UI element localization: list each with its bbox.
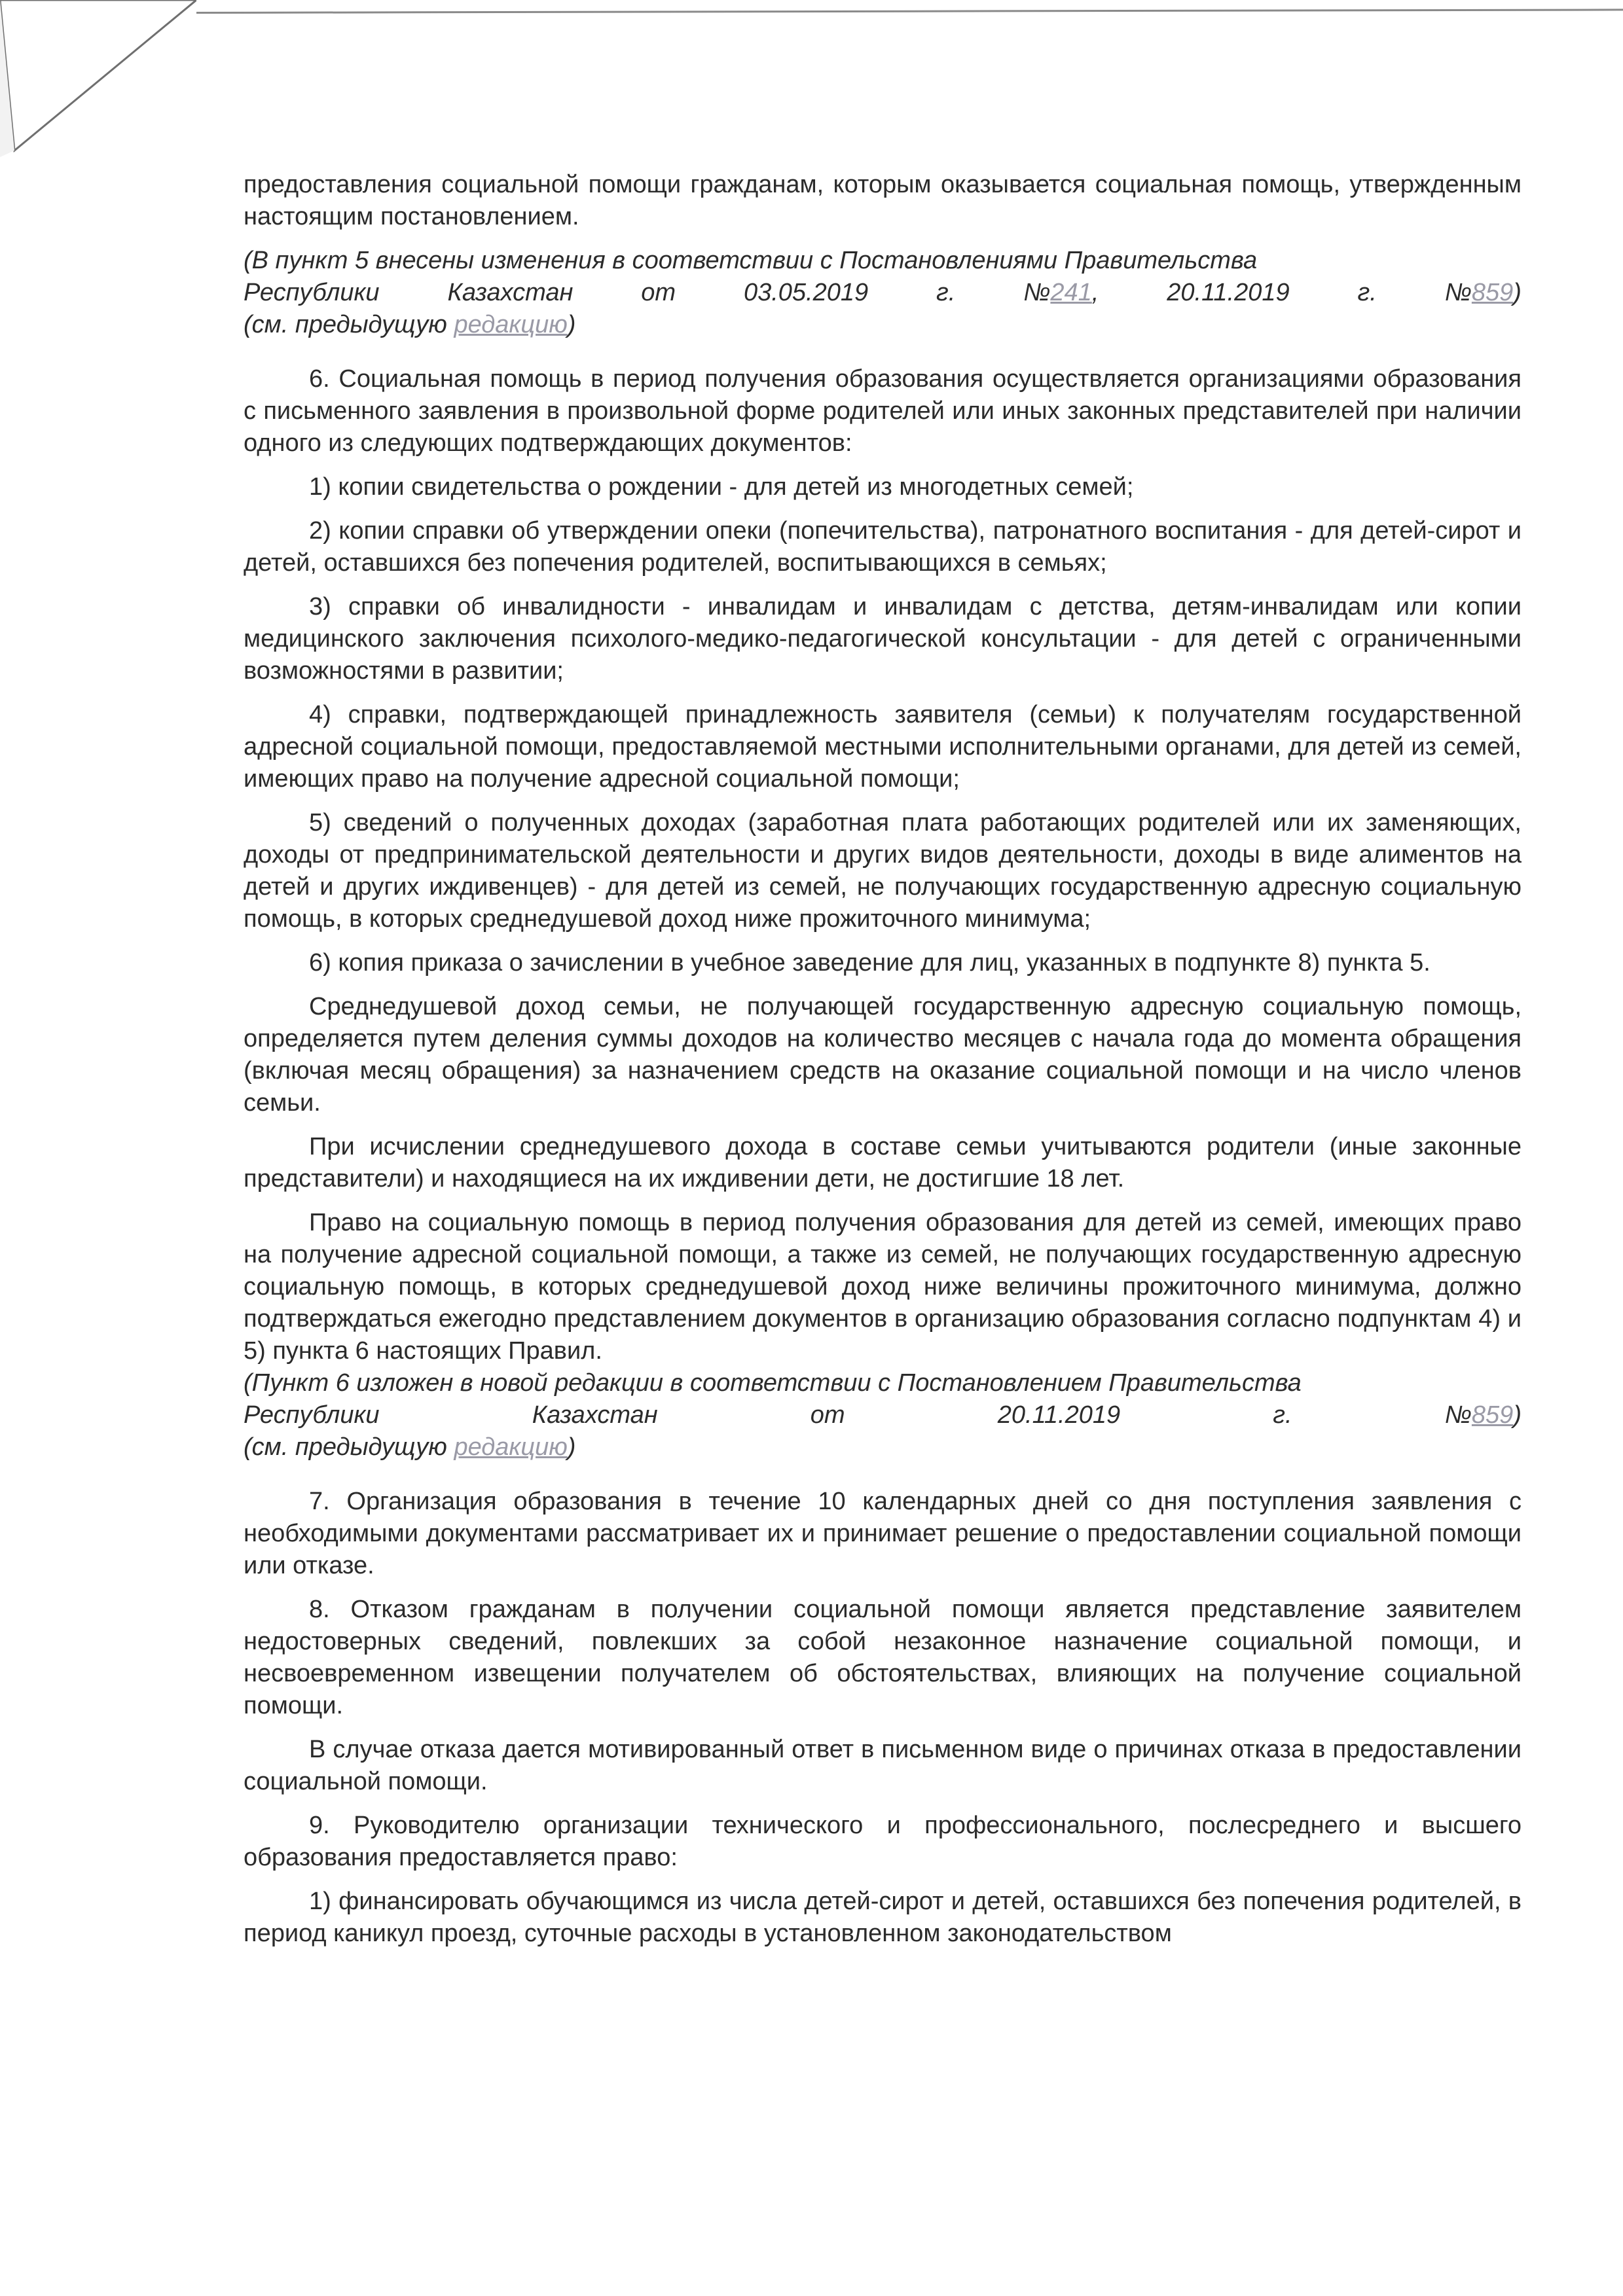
- amendment-note-row: Республики Казахстан от 03.05.2019 г. №241, 20.11.2019 г. №859): [244, 279, 1522, 306]
- paragraph-6: 6. Социальная помощь в период получения образования осуществляется организациями образования с письменного заявления в произвольной форме родителей или иных законных представителей при наличии одного из следующих подтверждающих документов:: [244, 365, 1522, 457]
- paragraph-5-ending: предоставления социальной помощи гражданам, которым оказывается социальная помощь, утвержденным настоящим постановлением.: [244, 171, 1522, 230]
- list-item: 1) копии свидетельства о рождении - для детей из многодетных семей;: [309, 473, 1134, 501]
- see-previous-edition: (см. предыдущую редакцию): [244, 311, 576, 338]
- scan-top-edge: [196, 9, 1623, 14]
- see-previous-edition: (см. предыдущую редакцию): [244, 1433, 576, 1461]
- list-item: 5) сведений о полученных доходах (заработная плата работающих родителей или их заменяющих, доходы от предпринимательской деятельности и других видов деятельности, доходы в виде алиментов на детей и других иждивенцев) - для детей из семей, не получающих государственную адресную социальную помощь, в которых среднедушевой доход ниже прожиточного минимума;: [244, 809, 1522, 933]
- paragraph-income: Среднедушевой доход семьи, не получающей государственную адресную социальную помощь, определяется путем деления суммы доходов на количество месяцев с начала года до момента обращения (включая месяц обращения) за назначением средств на оказание социальной помощи и на число членов семьи.: [244, 993, 1522, 1117]
- paragraph-9: 9. Руководителю организации технического и профессионального, послесреднего и высшего образования предоставляется право:: [244, 1812, 1522, 1871]
- resolution-859-link[interactable]: 859: [1471, 279, 1514, 306]
- paragraph-refusal: В случае отказа дается мотивированный ответ в письменном виде о причинах отказа в предоставлении социальной помощи.: [244, 1736, 1522, 1795]
- list-item: 4) справки, подтверждающей принадлежность заявителя (семьи) к получателям государственной адресной социальной помощи, предоставляемой местными исполнительными органами, для детей из семей, имеющих право на получение адресной социальной помощи;: [244, 701, 1522, 793]
- paragraph-7: 7. Организация образования в течение 10 календарных дней со дня поступления заявления с необходимыми документами рассматривает их и принимает решение о предоставлении социальной помощи или отказе.: [244, 1488, 1522, 1579]
- amendment-note-row: Республики Казахстан от 20.11.2019 г. №859): [244, 1401, 1522, 1429]
- paragraph-family: При исчислении среднедушевого дохода в составе семьи учитываются родители (иные законные представители) и находящиеся на их иждивении дети, не достигшие 18 лет.: [244, 1133, 1522, 1193]
- scan-corner-fold: [0, 0, 196, 157]
- resolution-241-link[interactable]: 241: [1050, 279, 1092, 306]
- amendment-note-line: (В пункт 5 внесены изменения в соответствии с Постановлениями Правительства: [244, 247, 1258, 274]
- previous-edition-link[interactable]: редакцию: [454, 1433, 568, 1461]
- amendment-note-p5: [244, 245, 1522, 341]
- list-item: 3) справки об инвалидности - инвалидам и инвалидам с детства, детям-инвалидам или копии медицинского заключения психолого-медико-педагогической консультации - для детей с ограниченными возможностями в развитии;: [244, 593, 1522, 685]
- list-item: 2) копии справки об утверждении опеки (попечительства), патронатного воспитания - для детей-сирот и детей, оставшихся без попечения родителей, воспитывающихся в семьях;: [244, 517, 1522, 577]
- document-page: [244, 169, 1522, 1962]
- amendment-note-p6: [244, 1367, 1522, 1463]
- list-item: 1) финансировать обучающимся из числа детей-сирот и детей, оставшихся без попечения родителей, в период каникул проезд, суточные расходы в установленном законодательством: [244, 1888, 1522, 1947]
- amendment-note-line: (Пункт 6 изложен в новой редакции в соответствии с Постановлением Правительства: [244, 1369, 1302, 1397]
- paragraph-8: 8. Отказом гражданам в получении социальной помощи является представление заявителем недостоверных сведений, повлекших за собой незаконное назначение социальной помощи, и несвоевременном извещении получателем об обстоятельствах, влияющих на получение социальной помощи.: [244, 1596, 1522, 1719]
- list-item: 6) копия приказа о зачислении в учебное заведение для лиц, указанных в подпункте 8) пункта 5.: [309, 949, 1431, 977]
- resolution-859-link[interactable]: 859: [1471, 1401, 1514, 1429]
- paragraph-right: Право на социальную помощь в период получения образования для детей из семей, имеющих право на получение адресной социальной помощи, а также из семей, не получающих государственную адресную социальную помощь, в которых среднедушевой доход ниже величины прожиточного минимума, должно подтверждаться ежегодно представлением документов в организацию образования согласно подпунктам 4) и 5) пункта 6 настоящих Правил.: [244, 1209, 1522, 1365]
- previous-edition-link[interactable]: редакцию: [454, 311, 568, 338]
